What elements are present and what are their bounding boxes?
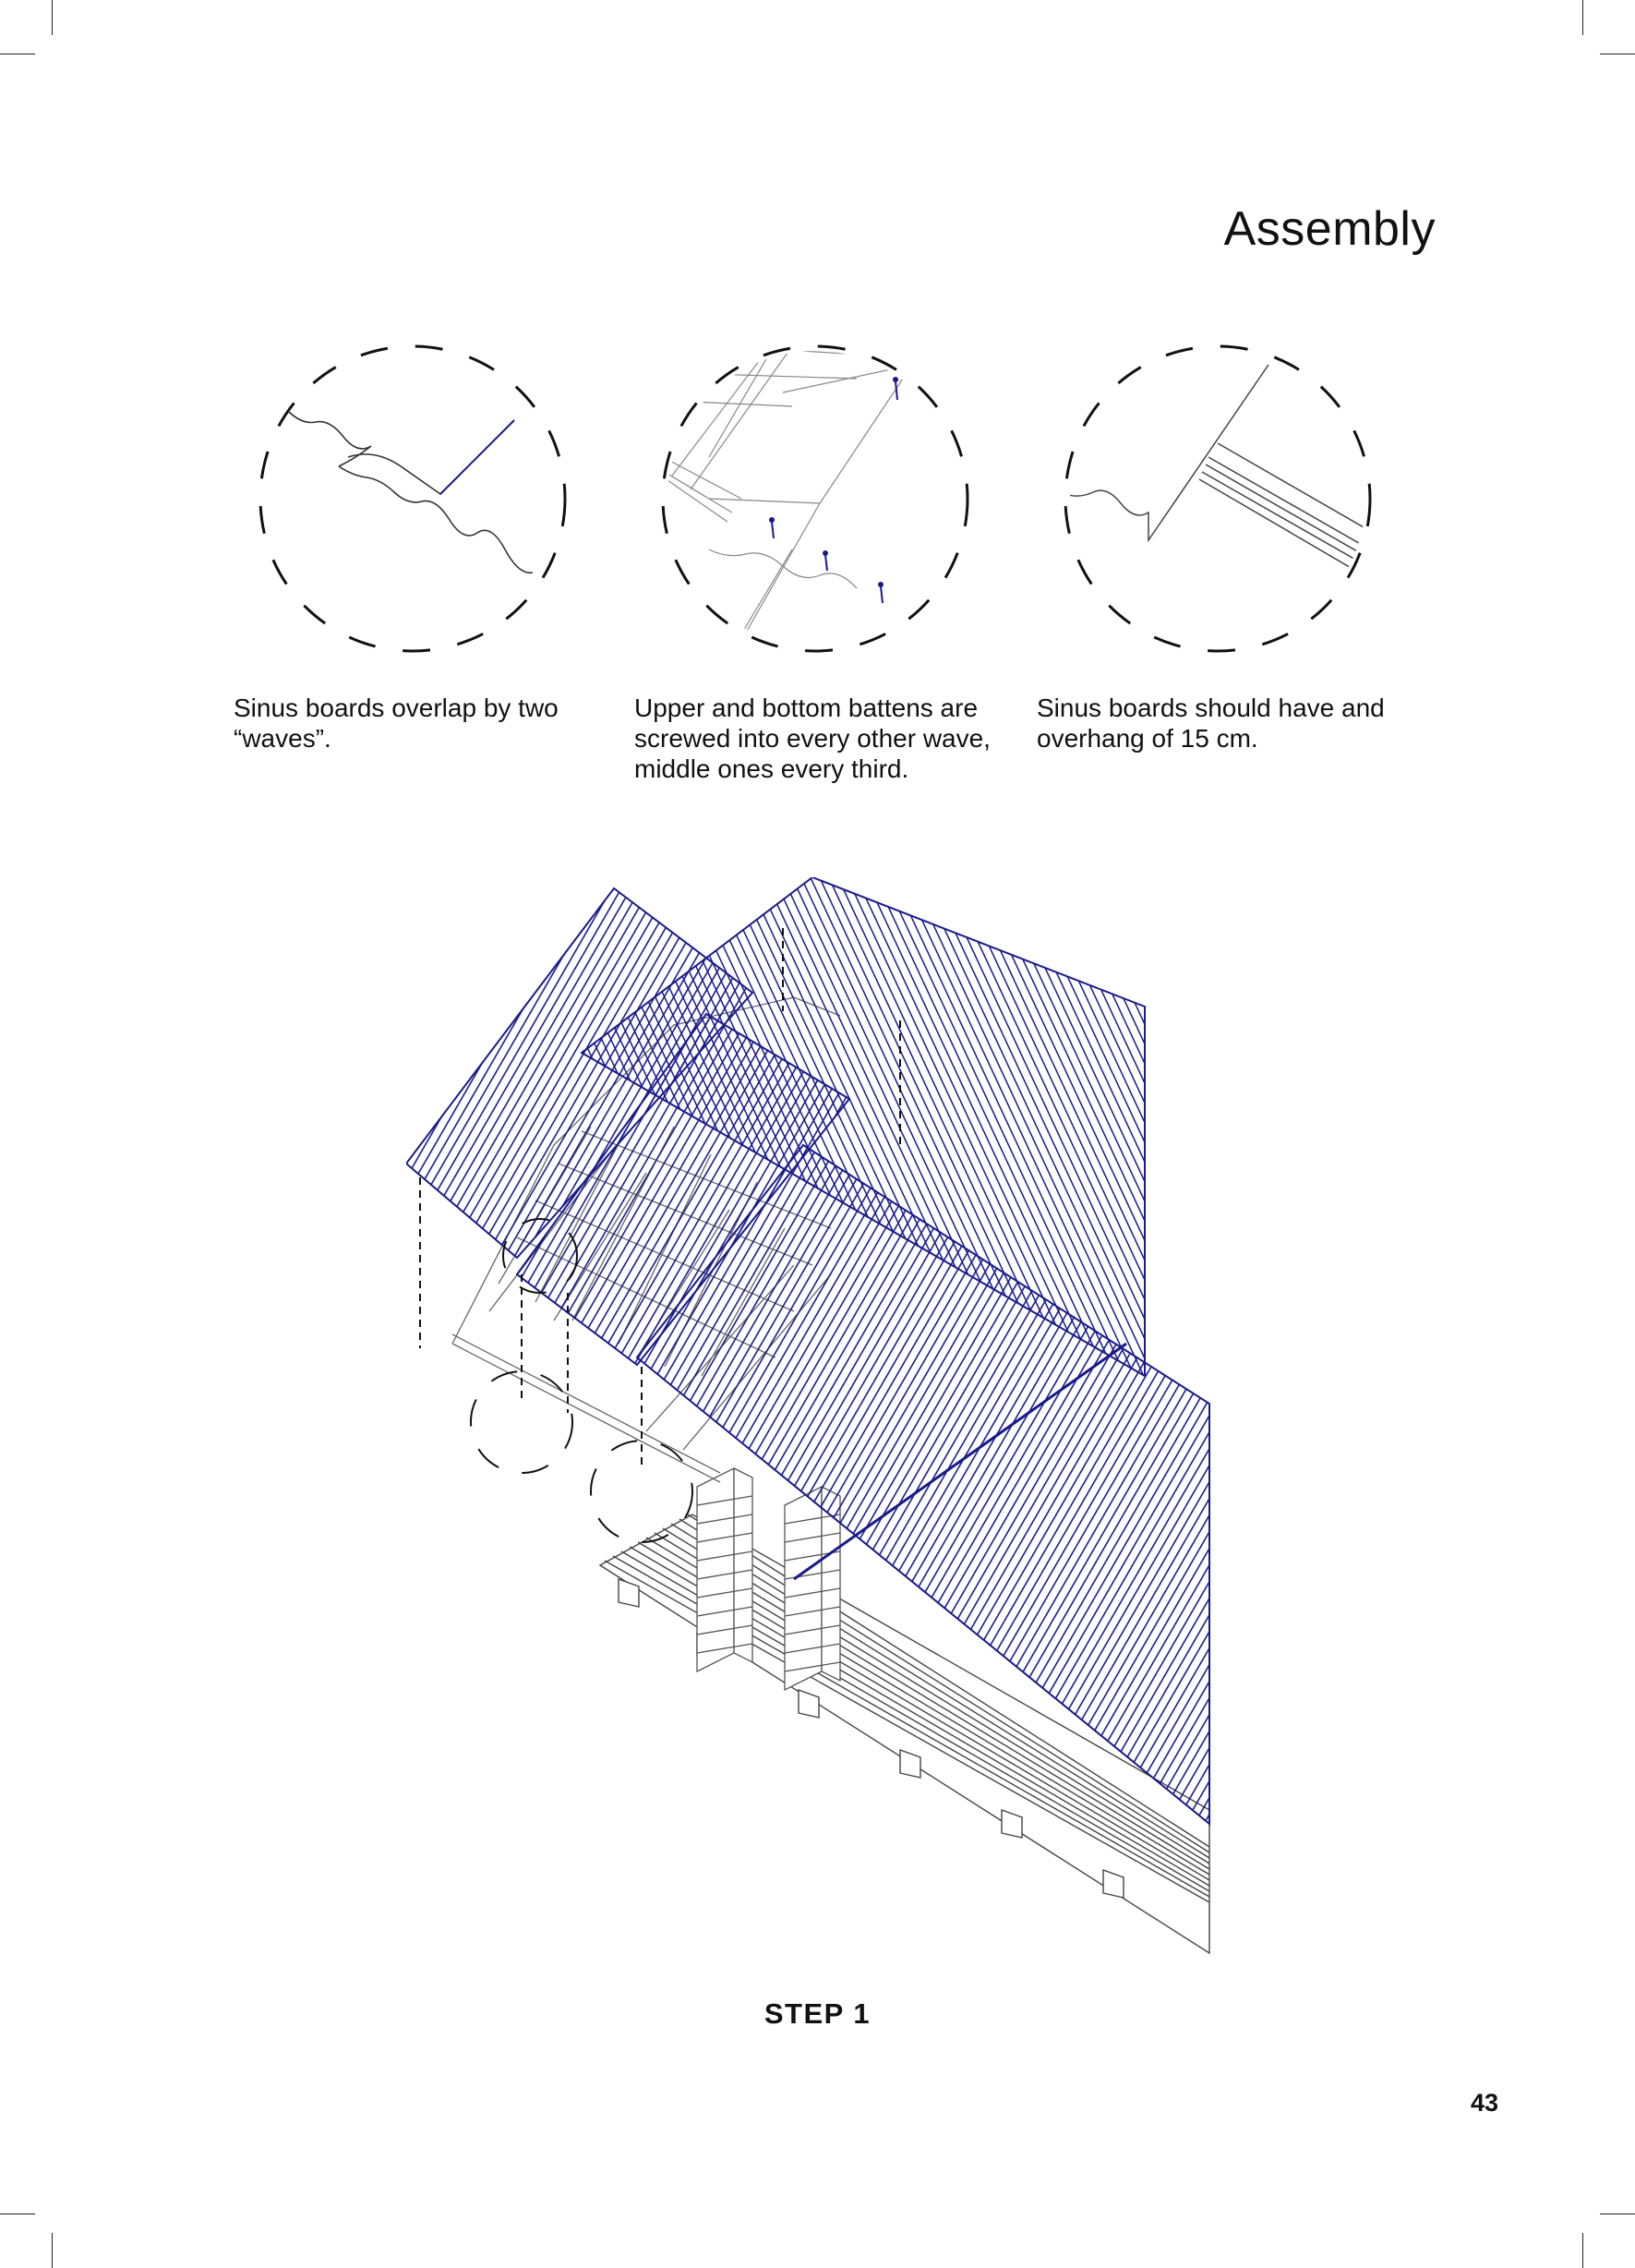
detail-2-caption: Upper and bottom battens are screwed into every other wave, middle ones every third.	[634, 694, 991, 783]
detail-3-caption: Sinus boards should have and overhang of 15 cm.	[1037, 694, 1385, 753]
step-label: STEP 1	[763, 1997, 872, 2030]
roof-assembly-illustration	[406, 877, 1219, 1967]
detail-1-caption: Sinus boards overlap by two “waves”.	[234, 694, 559, 753]
screw-detail-icon	[654, 337, 977, 660]
crop-mark	[1582, 2233, 1583, 2268]
overlap-detail-icon	[251, 337, 574, 660]
overhang-detail-icon	[1056, 337, 1379, 660]
crop-mark	[52, 0, 53, 35]
crop-mark	[52, 2233, 53, 2268]
page-number: 43	[1470, 2089, 1498, 2117]
page-title: Assembly	[1223, 202, 1436, 256]
crop-mark	[1582, 0, 1583, 35]
